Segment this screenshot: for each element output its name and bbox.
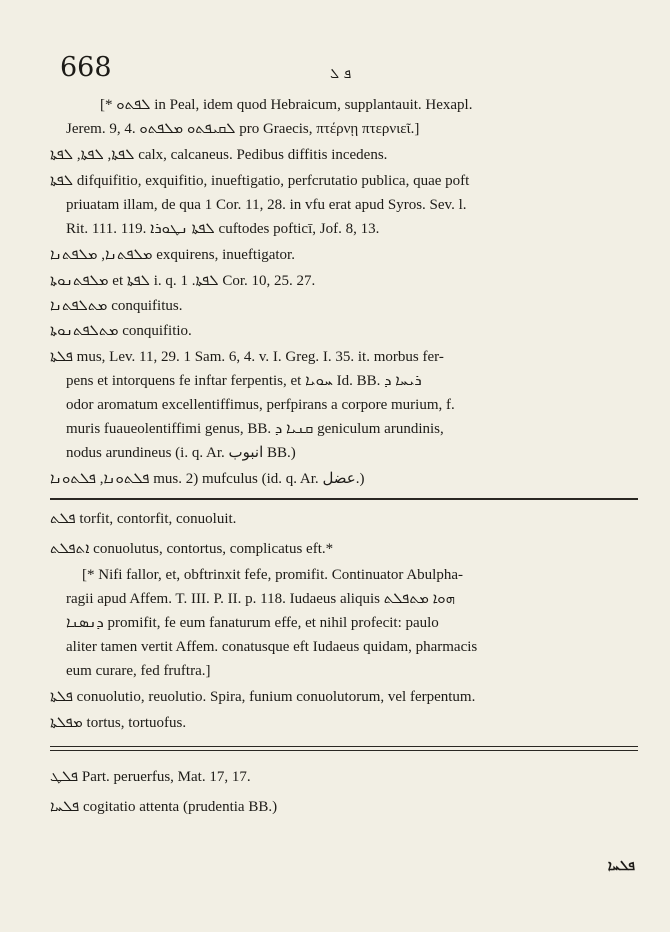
- entry-line: aliter tamen vertit Affem. conatusque eft Iudaeus quidam, pharmacis: [66, 639, 478, 655]
- entry-line: pens et intorquens fe inftar ferpentis, et ܚܘܝܐ Id. BB. ܪܝܚܐ ܕ: [66, 373, 422, 389]
- entry-line: [* ܠܦܬܘ in Peal, idem quod Hebraicum, supplantauit. Hexapl.: [100, 97, 473, 113]
- page-number: 668: [60, 52, 112, 83]
- entry-line: muris fuaueolentiffimi genus, BB. ܩܢܝܐ ܕ geniculum arundinis,: [66, 421, 444, 437]
- entry-line: Rit. 111. 119. ܠܦܬܐ ܢܛܘܪܐ cuftodes pofticī, Jof. 8, 13.: [66, 221, 380, 237]
- catchword: ܦܠܚܐ: [607, 858, 635, 874]
- entry-line: ܡܬܠܦܬܢܘܬܐ conquifitio.: [50, 323, 192, 339]
- entry-line: ܠܦܬܐ difquifitio, exquifitio, inueftigatio, perfcrutatio publica, quae poft: [50, 173, 470, 189]
- entry-line: ܦܠܚܐ cogitatio attenta (prudentia BB.): [50, 799, 278, 815]
- entry-line: ܦܠܬܐ conuolutio, reuolutio. Spira, funium conuolutorum, vel ferpentum.: [50, 689, 476, 705]
- entry-line: ܡܠܦܬܢܐ, ܡܠܦܬܢܐ exquirens, inueftigator.: [50, 247, 295, 263]
- entry-line: odor aromatum excellentiffimus, perfpirans a corpore murium, f.: [66, 397, 455, 413]
- section-divider: [50, 746, 638, 747]
- entry-line: ܦܠܬܐ mus, Lev. 11, 29. 1 Sam. 6, 4. v. I. Greg. I. 35. it. morbus fer-: [50, 349, 444, 365]
- entry-line: [* Nifi fallor, et, obftrinxit fefe, promifit. Continuator Abulpha-: [82, 567, 463, 583]
- entry-line: ܦܠܬ torfit, contorfit, conuoluit.: [50, 511, 237, 527]
- entry-line: ܦܠܬܘܢܐ, ܦܠܬܘܢܐ mus. 2) mufculus (id. q. Ar. عضل.): [50, 471, 365, 487]
- entry-line: ܡܦܠܬܐ tortus, tortuofus.: [50, 715, 187, 731]
- running-head: ܦ ܠ: [330, 66, 352, 82]
- entry-line: ܦܠܛ Part. peruerfus, Mat. 17, 17.: [50, 769, 251, 785]
- section-divider: [50, 750, 638, 751]
- entry-line: ܐܬܦܠܬ conuolutus, contortus, complicatus eft.*: [50, 541, 334, 557]
- entry-line: ܡܠܦܬܢܘܬܐ et ܠܦܬܐ i. q. ܠܦܬܐ. 1 Cor. 10, 25. 27.: [50, 273, 316, 289]
- entry-line: ܕܢܣܢܐ promifit, fe eum fanaturum effe, et nihil profecit: paulo: [66, 615, 439, 631]
- entry-line: priuatam illam, de qua 1 Cor. 11, 28. in vfu erat apud Syros. Sev. l.: [66, 197, 467, 213]
- entry-line: ܡܬܠܦܬܢܐ conquifitus.: [50, 298, 183, 314]
- entry-line: ragii apud Affem. T. III. P. II. p. 118. Iudaeus aliquis ܗܘܐ ܡܬܦܠܬ: [66, 591, 455, 607]
- entry-line: nodus arundineus (i. q. Ar. انبوب BB.): [66, 445, 296, 461]
- section-divider: [50, 498, 638, 500]
- entry-line: eum curare, fed fruftra.]: [66, 663, 211, 679]
- entry-line: Jerem. 9, 4. ܠܩܝܦܬܘ ܡܠܦܬܘ pro Graecis, πτέρνῃ πτερνιεῖ.]: [66, 121, 420, 137]
- entry-line: ܠܦܬܐ, ܠܦܬܐ, ܠܦܬܐ calx, calcaneus. Pedibus diffitis incedens.: [50, 147, 388, 163]
